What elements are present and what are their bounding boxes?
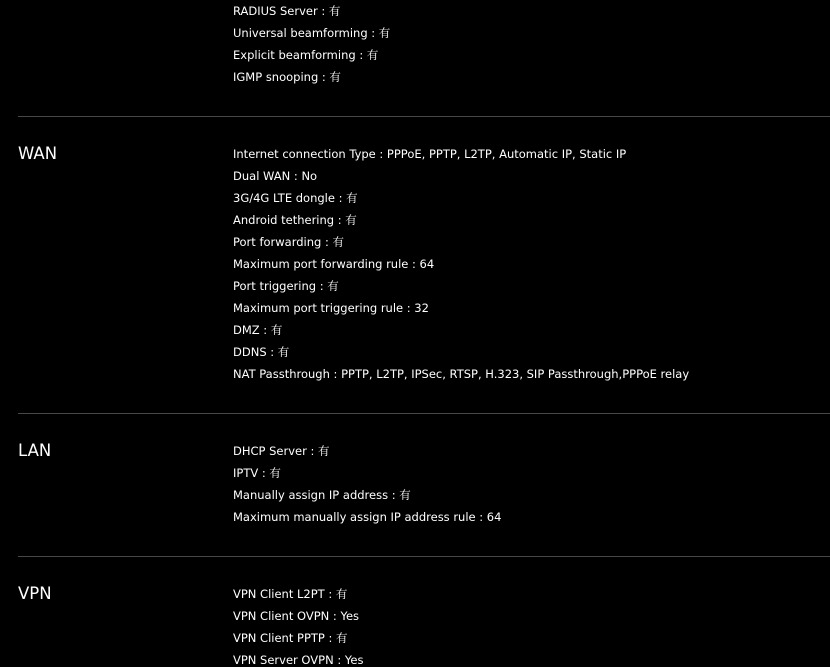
spec-item: 3G/4G LTE dongle : 有 <box>233 191 358 205</box>
spec-item: Port forwarding : 有 <box>233 235 345 249</box>
section-divider <box>18 116 830 117</box>
spec-item: Maximum port triggering rule : 32 <box>233 301 429 315</box>
spec-item: Maximum port forwarding rule : 64 <box>233 257 435 271</box>
section-divider <box>18 413 830 414</box>
spec-item: IPTV : 有 <box>233 466 281 480</box>
section-title-vpn: VPN <box>18 584 52 603</box>
spec-item: VPN Client L2PT : 有 <box>233 587 348 601</box>
spec-item: Maximum manually assign IP address rule : 64 <box>233 510 502 524</box>
spec-item: Dual WAN : No <box>233 169 318 183</box>
spec-item: VPN Server OVPN : Yes <box>233 653 364 667</box>
spec-item: Internet connection Type : PPPoE, PPTP, L2TP, Automatic IP, Static IP <box>233 147 627 161</box>
spec-item: Universal beamforming : 有 <box>233 26 391 40</box>
section-title-lan: LAN <box>18 441 52 460</box>
spec-item: Explicit beamforming : 有 <box>233 48 379 62</box>
section-divider <box>18 556 830 557</box>
spec-item: DMZ : 有 <box>233 323 283 337</box>
spec-item: Manually assign IP address : 有 <box>233 488 411 502</box>
spec-item: NAT Passthrough : PPTP, L2TP, IPSec, RTSP, H.323, SIP Passthrough,PPPoE relay <box>233 367 690 381</box>
spec-item: Port triggering : 有 <box>233 279 339 293</box>
spec-item: RADIUS Server : 有 <box>233 4 341 18</box>
section-title-wan: WAN <box>18 144 58 163</box>
spec-item: IGMP snooping : 有 <box>233 70 341 84</box>
spec-item: DDNS : 有 <box>233 345 290 359</box>
spec-item: DHCP Server : 有 <box>233 444 330 458</box>
spec-item: VPN Client OVPN : Yes <box>233 609 360 623</box>
spec-item: Android tethering : 有 <box>233 213 357 227</box>
spec-item: VPN Client PPTP : 有 <box>233 631 348 645</box>
